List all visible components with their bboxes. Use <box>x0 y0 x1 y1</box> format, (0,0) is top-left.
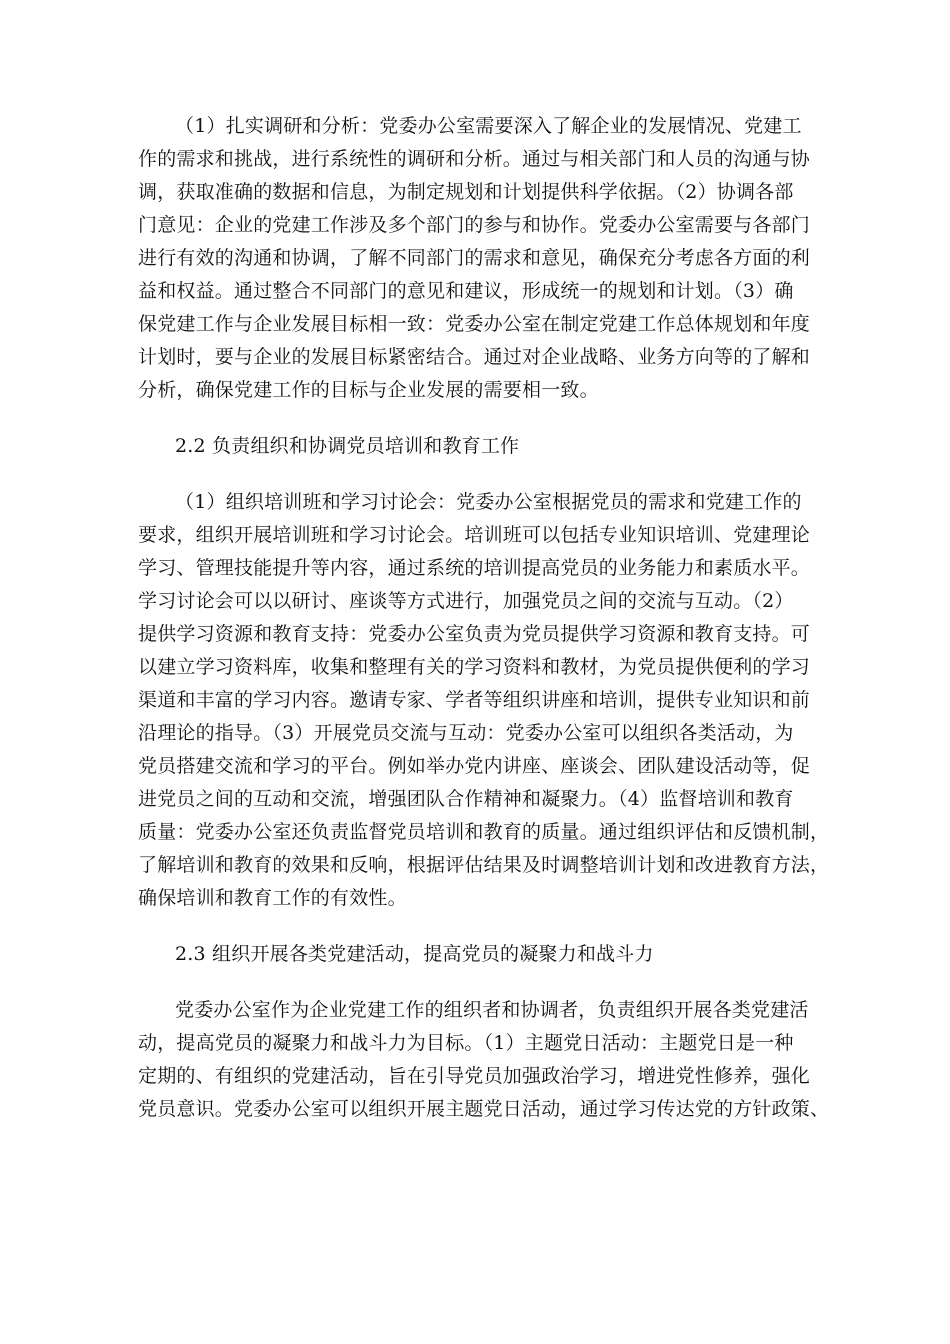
paragraph-1-line-3: 调，获取准确的数据和信息，为制定规划和计划提供科学依据。（2）协调各部 <box>138 181 794 203</box>
paragraph-3-line-4: 党员意识。党委办公室可以组织开展主题党日活动，通过学习传达党的方针政策、 <box>138 1098 830 1120</box>
section-heading-2-2: 2.2 负责组织和协调党员培训和教育工作 <box>175 435 520 457</box>
section-heading-2-3: 2.3 组织开展各类党建活动，提高党员的凝聚力和战斗力 <box>175 943 654 965</box>
paragraph-2-line-6: 以建立学习资料库，收集和整理有关的学习资料和教材，为党员提供便利的学习 <box>138 656 811 678</box>
paragraph-1-line-1: （1）扎实调研和分析：党委办公室需要深入了解企业的发展情况、党建工 <box>175 115 802 137</box>
paragraph-1-line-4: 门意见：企业的党建工作涉及多个部门的参与和协作。党委办公室需要与各部门 <box>138 214 811 236</box>
paragraph-3-line-3: 定期的、有组织的党建活动，旨在引导党员加强政治学习，增进党性修养，强化 <box>138 1065 811 1087</box>
paragraph-2-line-4: 学习讨论会可以以研讨、座谈等方式进行，加强党员之间的交流与互动。（2） <box>138 590 794 612</box>
paragraph-2-line-9: 党员搭建交流和学习的平台。例如举办党内讲座、座谈会、团队建设活动等，促 <box>138 755 811 777</box>
paragraph-2-line-10: 进党员之间的互动和交流，增强团队合作精神和凝聚力。（4）监督培训和教育 <box>138 788 794 810</box>
paragraph-2-line-5: 提供学习资源和教育支持：党委办公室负责为党员提供学习资源和教育支持。可 <box>138 623 811 645</box>
paragraph-2-line-11: 质量：党委办公室还负责监督党员培训和教育的质量。通过组织评估和反馈机制， <box>138 821 830 843</box>
paragraph-2-line-3: 学习、管理技能提升等内容，通过系统的培训提高党员的业务能力和素质水平。 <box>138 557 811 579</box>
paragraph-2-line-8: 沿理论的指导。（3）开展党员交流与互动：党委办公室可以组织各类活动，为 <box>138 722 794 744</box>
paragraph-1-line-6: 益和权益。通过整合不同部门的意见和建议，形成统一的规划和计划。（3）确 <box>138 280 794 302</box>
paragraph-3-line-1: 党委办公室作为企业党建工作的组织者和协调者，负责组织开展各类党建活 <box>175 999 809 1021</box>
paragraph-1-line-5: 进行有效的沟通和协调，了解不同部门的需求和意见，确保充分考虑各方面的利 <box>138 247 811 269</box>
paragraph-2-line-2: 要求，组织开展培训班和学习讨论会。培训班可以包括专业知识培训、党建理论 <box>138 524 811 546</box>
paragraph-1-line-2: 作的需求和挑战，进行系统性的调研和分析。通过与相关部门和人员的沟通与协 <box>138 148 811 170</box>
paragraph-3-line-2: 动，提高党员的凝聚力和战斗力为目标。（1）主题党日活动：主题党日是一种 <box>138 1032 794 1054</box>
paragraph-2-line-1: （1）组织培训班和学习讨论会：党委办公室根据党员的需求和党建工作的 <box>175 491 802 513</box>
paragraph-1-line-9: 分析，确保党建工作的目标与企业发展的需要相一致。 <box>138 379 599 401</box>
paragraph-1-line-8: 计划时，要与企业的发展目标紧密结合。通过对企业战略、业务方向等的了解和 <box>138 346 811 368</box>
paragraph-1-line-7: 保党建工作与企业发展目标相一致：党委办公室在制定党建工作总体规划和年度 <box>138 313 811 335</box>
paragraph-2-line-7: 渠道和丰富的学习内容。邀请专家、学者等组织讲座和培训，提供专业知识和前 <box>138 689 811 711</box>
paragraph-2-line-12: 了解培训和教育的效果和反响，根据评估结果及时调整培训计划和改进教育方法， <box>138 854 830 876</box>
paragraph-2-line-13: 确保培训和教育工作的有效性。 <box>138 887 407 909</box>
